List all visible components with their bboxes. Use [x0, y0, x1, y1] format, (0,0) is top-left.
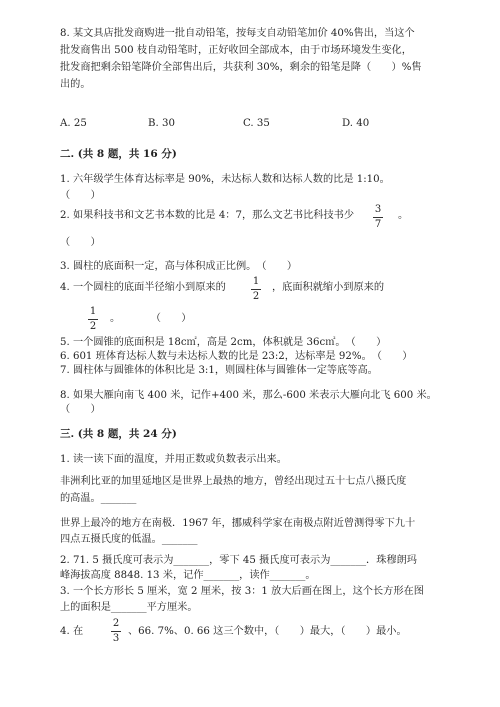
fraction-denominator: 7	[374, 219, 382, 230]
option-d: D. 40	[342, 118, 370, 129]
s2-question-4: 4. 一个圆柱的底面半径缩小到原来的	[60, 282, 226, 293]
s2-question-6: 6. 601 班体育达标人数与未达标人数的比是 23:2，达标率是 92%。 （ ）	[60, 351, 413, 362]
s2-question-2-end: 。	[398, 210, 409, 221]
s2-question-8-paren: （ ）	[60, 404, 101, 415]
s3-q4-fraction	[110, 618, 122, 644]
s2-q2-fraction	[372, 204, 384, 230]
s2-question-1: 1. 六年级学生体育达标率是 90%，未达标人数和达标人数的比是 1:10。	[60, 174, 390, 185]
s3-q1-paragraph-2-line-2: 四点五摄氏度的低温。_______	[60, 534, 198, 545]
question-8-line-4: 出的。	[60, 79, 91, 90]
s3-question-2: 2. 71. 5 摄氏度可表示为_______，零下 45 摄氏度可表示为_______．珠穆朗玛	[60, 555, 417, 566]
s3-question-3: 3. 一个长方形长 5 厘米，宽 2 厘米，按 3：1 放大后画在图上，这个长方形在图	[60, 586, 424, 597]
fraction-bar	[111, 631, 121, 632]
s3-q1-paragraph-1-line-2: 的高温。_______	[60, 493, 137, 504]
fraction-denominator: 3	[112, 633, 120, 644]
section-3-heading: 三. (共 8 题，共 24 分)	[60, 428, 177, 440]
fraction-numerator: 2	[112, 618, 120, 629]
question-8-line-3: 批发商把剩余铅笔降价全部售出后，共获利 30%，剩余的铅笔是降（ ）%售	[60, 62, 422, 73]
s2-q4-fraction-1	[250, 276, 262, 302]
s3-question-2-line-2: 峰海拔高度 8848. 13 米，记作_______，读作_______。	[60, 570, 316, 581]
fraction-denominator: 2	[252, 291, 260, 302]
fraction-denominator: 2	[89, 321, 97, 332]
option-b: B. 30	[148, 118, 175, 129]
s2-question-3: 3. 圆柱的底面积一定，高与体积成正比例。 （ ）	[60, 261, 298, 272]
fraction-numerator: 1	[89, 306, 97, 317]
fraction-numerator: 1	[252, 276, 260, 287]
s3-question-4-rest: 、66. 7%、0. 66 这三个数中，（ ）最大，（ ）最小。	[128, 626, 407, 637]
s2-question-8: 8. 如果大雁向南飞 400 米，记作+400 米，那么-600 米表示大雁向北飞 600 米。	[60, 390, 437, 401]
s2-question-2: 2. 如果科技书和文艺书本数的比是 4：7，那么文艺书比科技书少	[60, 210, 355, 221]
s3-q1-paragraph-2-line-1: 世界上最冷的地方在南极．1967 年，挪威科学家在南极点附近曾测得零下九十	[60, 518, 416, 529]
s2-question-4-end: 。 （ ）	[110, 313, 192, 324]
fraction-numerator: 3	[374, 204, 382, 215]
s3-question-3-line-2: 上的面积是_______平方厘米。	[60, 602, 198, 613]
s2-q4-fraction-2	[87, 306, 99, 332]
fraction-bar	[88, 319, 98, 320]
fraction-bar	[373, 217, 383, 218]
fraction-bar	[251, 289, 261, 290]
option-a: A. 25	[60, 118, 87, 129]
s2-question-1-paren: （ ）	[60, 190, 101, 201]
section-2-heading: 二. (共 8 题，共 16 分)	[60, 148, 177, 160]
question-8-line-1: 8. 某文具店批发商购进一批自动铅笔，按每支自动铅笔加价 40%售出，当这个	[60, 28, 415, 39]
s2-question-7: 7. 圆柱体与圆锥体的体积比是 3:1，则圆柱体与圆锥体一定等底等高。	[60, 365, 378, 376]
s2-question-5: 5. 一个圆锥的底面积是 18c㎡，高是 2cm，体积就是 36c㎡。 （ ）	[60, 337, 387, 348]
s3-question-1: 1. 读一读下面的温度，并用正数或负数表示出来。	[60, 454, 287, 465]
s3-question-4: 4. 在	[60, 626, 84, 637]
s3-q1-paragraph-1-line-1: 非洲利比亚的加里延地区是世界上最热的地方，曾经出现过五十七点八摄氏度	[60, 476, 407, 487]
s2-question-4-mid: ，底面积就缩小到原来的	[272, 282, 385, 293]
s2-question-2-paren: （ ）	[60, 237, 101, 248]
question-8-line-2: 批发商售出 500 枝自动铅笔时，正好收回全部成本，由于市场环境发生变化，	[60, 45, 412, 56]
option-c: C. 35	[243, 118, 270, 129]
